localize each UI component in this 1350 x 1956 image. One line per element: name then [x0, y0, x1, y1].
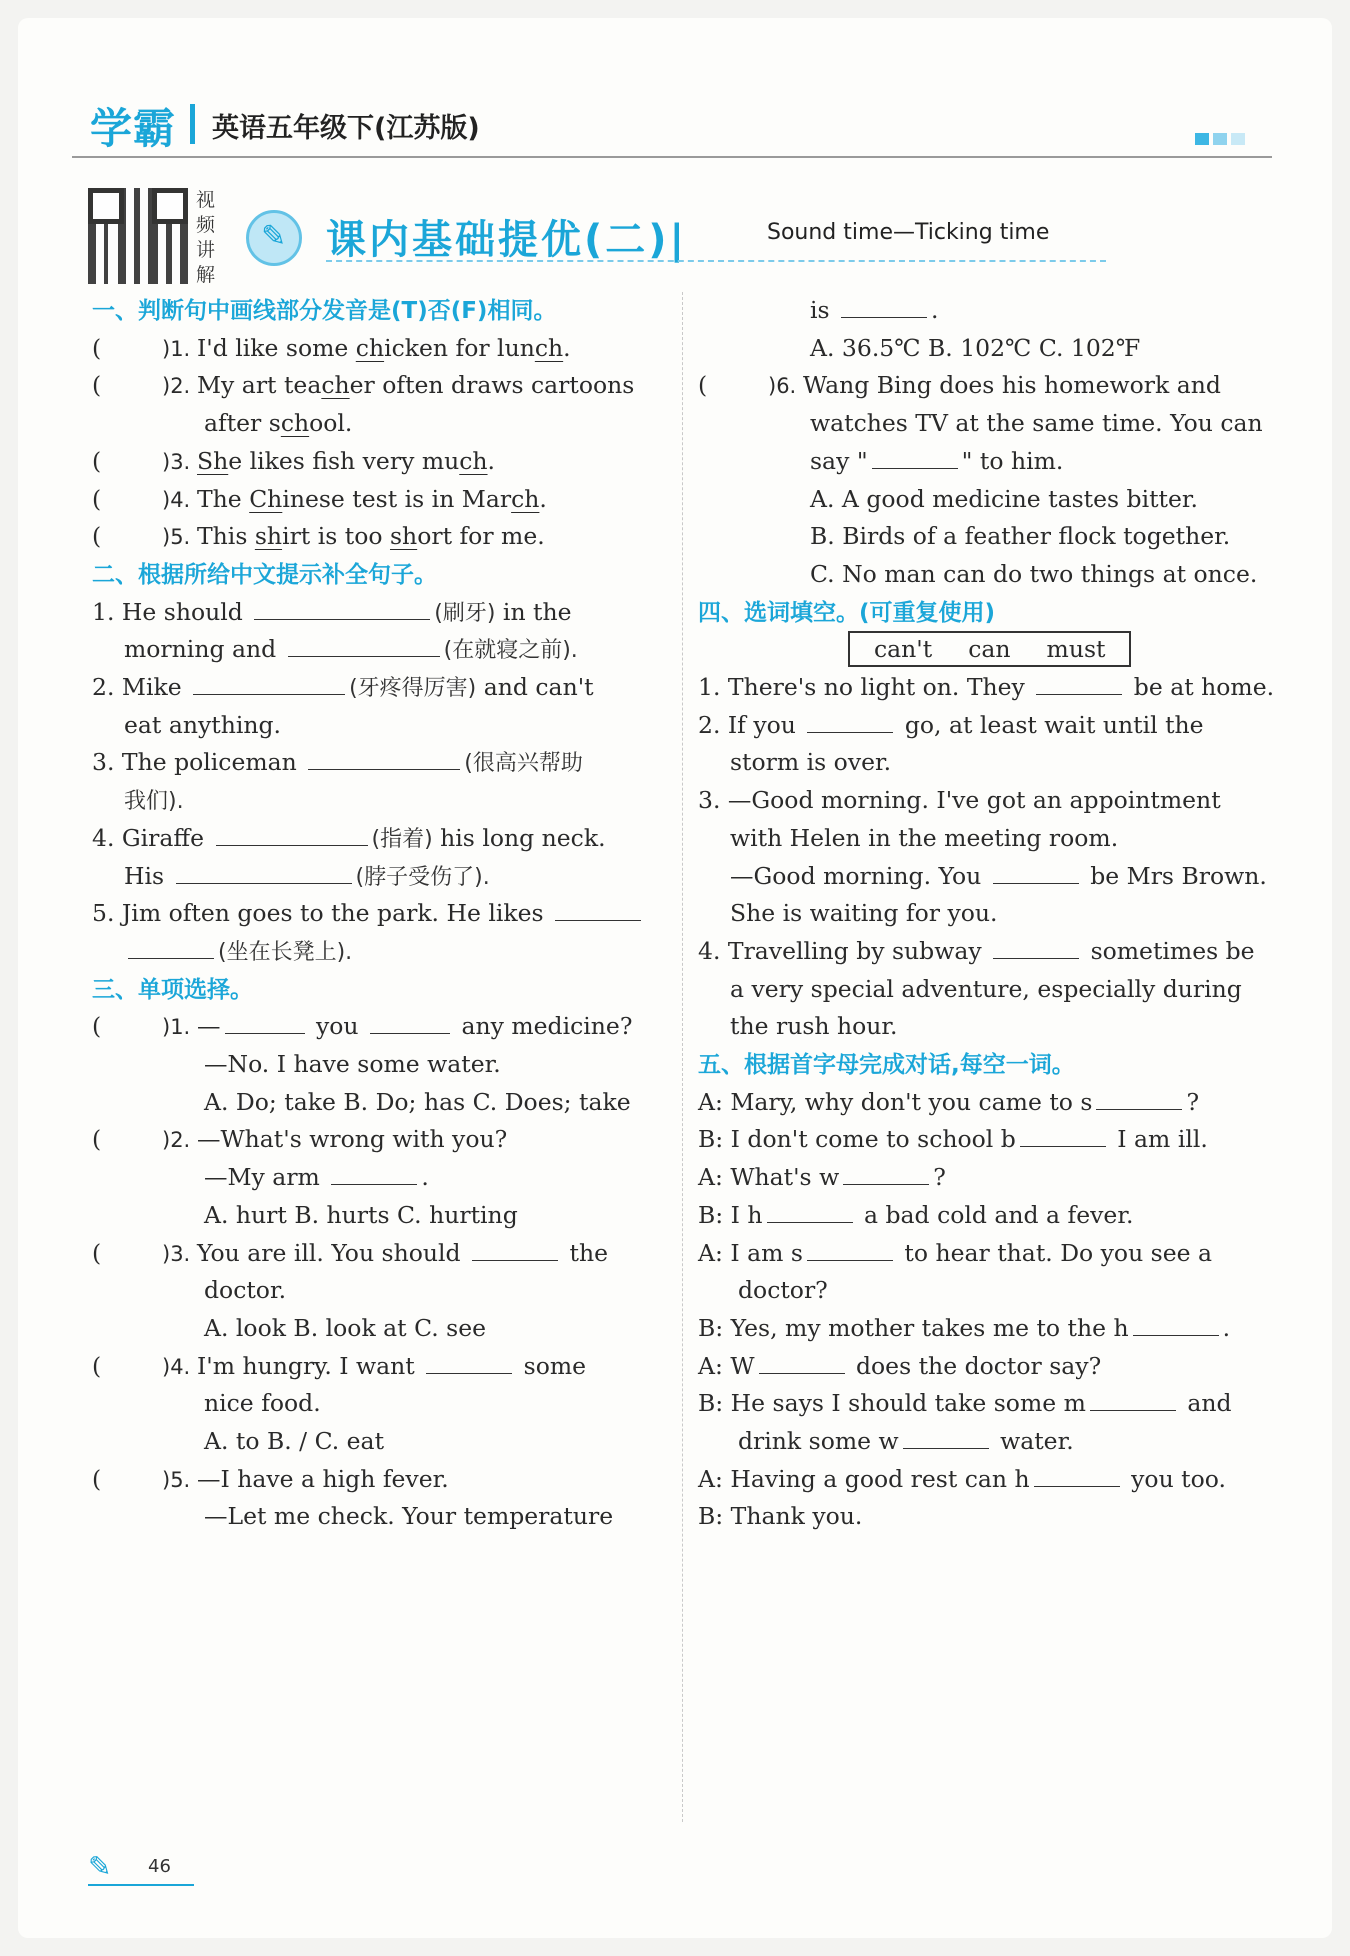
answer-blank[interactable] — [872, 442, 958, 469]
pencil-icon — [246, 210, 302, 266]
question-row — [92, 1233, 608, 1273]
text-segment: ? — [933, 1163, 946, 1192]
answer-blank[interactable] — [1133, 1309, 1219, 1336]
question-continuation — [92, 1082, 631, 1122]
question-number: )3. — [162, 449, 191, 474]
text-segment: with Helen in the meeting room. — [730, 823, 1119, 852]
answer-blank[interactable] — [288, 630, 440, 657]
text-segment: is — [810, 296, 838, 324]
text-segment: be at home. — [1126, 673, 1275, 701]
answer-blank[interactable] — [759, 1347, 845, 1374]
answer-blank[interactable] — [331, 1158, 417, 1185]
question-number: )5. — [162, 1467, 191, 1492]
answer-bracket[interactable]: ( — [92, 484, 102, 513]
text-segment: icken for lun — [384, 333, 535, 362]
text-segment: a bad cold and a fever. — [856, 1200, 1134, 1229]
answer-bracket[interactable]: ( — [92, 1464, 102, 1493]
question-row — [92, 479, 547, 519]
text-segment: A: W — [698, 1351, 755, 1380]
text-segment: go, at least wait until the — [897, 710, 1204, 739]
text-segment: B: Thank you. — [698, 1502, 863, 1531]
chinese-hint: (牙疼得厉害) — [349, 676, 477, 701]
question-continuation — [92, 1421, 384, 1461]
item-continuation — [92, 931, 352, 971]
text-segment: e likes fish very mu — [228, 446, 460, 475]
question-row — [92, 1459, 449, 1499]
question-row — [92, 441, 495, 481]
underlined-letters: Ch — [249, 484, 283, 513]
item-continuation — [698, 969, 1242, 1009]
question-number: )5. — [162, 525, 191, 550]
page-header — [72, 92, 1272, 158]
text-segment: . — [539, 484, 547, 513]
underlined-letters: ch — [534, 333, 564, 362]
dialogue-line — [698, 1157, 946, 1197]
text-segment: in the — [495, 597, 572, 626]
text-segment: — — [197, 1012, 221, 1041]
item-continuation — [698, 893, 998, 933]
dialogue-continuation — [698, 1421, 1074, 1461]
text-segment: any medicine? — [454, 1012, 633, 1041]
answer-bracket[interactable]: ( — [92, 371, 102, 400]
question-continuation — [698, 479, 1198, 519]
text-segment: 1. There's no light on. They — [698, 673, 1033, 701]
section-heading — [92, 969, 253, 1009]
text-segment: A. hurt B. hurts C. hurting — [204, 1200, 518, 1229]
text-segment: irt is too — [282, 522, 390, 551]
answer-blank[interactable] — [1020, 1120, 1106, 1147]
question-row — [92, 365, 634, 405]
answer-blank[interactable] — [216, 819, 368, 846]
answer-blank[interactable] — [254, 593, 430, 620]
page-number: 46 — [148, 1856, 171, 1877]
dialogue-line — [698, 1383, 1232, 1423]
question-continuation — [698, 328, 1140, 368]
dialogue-line — [698, 1308, 1230, 1348]
question-continuation — [698, 290, 939, 330]
section-heading-text: 四、选词填空。 — [698, 599, 859, 626]
underlined-letters: Sh — [197, 446, 229, 475]
item-continuation — [698, 856, 1267, 896]
question-number: )3. — [162, 1241, 191, 1266]
answer-bracket[interactable]: ( — [92, 333, 102, 362]
text-segment: Wang Bing does his homework and — [803, 371, 1221, 400]
text-segment: nice food. — [204, 1389, 321, 1418]
question-continuation — [92, 1496, 613, 1536]
text-segment: A. A good medicine tastes bitter. — [810, 484, 1199, 513]
pencil-icon: ✎ — [88, 1850, 112, 1883]
underlined-letters: ch — [459, 446, 488, 475]
section-heading — [698, 1044, 1075, 1084]
text-segment: . — [1222, 1313, 1231, 1342]
question-continuation — [92, 1195, 518, 1235]
answer-blank[interactable] — [370, 1007, 450, 1034]
question-number: )2. — [162, 374, 191, 399]
question-row — [92, 1346, 586, 1386]
answer-bracket[interactable]: ( — [92, 1351, 102, 1380]
question-number: )4. — [162, 487, 191, 512]
text-segment: I am ill. — [1109, 1125, 1208, 1154]
item-continuation — [698, 818, 1118, 858]
text-segment: . — [931, 296, 939, 324]
answer-blank[interactable] — [308, 743, 460, 770]
section-heading-text: 三、单项选择。 — [92, 976, 253, 1003]
text-segment: —I have a high fever. — [197, 1464, 449, 1493]
header-decoration-dots — [1195, 130, 1249, 149]
text-segment: B: I h — [698, 1200, 763, 1229]
question-continuation — [92, 1157, 429, 1197]
answer-blank[interactable] — [1036, 668, 1122, 695]
question-continuation — [698, 516, 1230, 556]
section-heading-text: 五、根据首字母完成对话,每空一词。 — [698, 1052, 1075, 1078]
question-number: )1. — [162, 336, 191, 361]
exercise-item — [698, 667, 1274, 707]
answer-blank[interactable] — [1034, 1460, 1120, 1487]
underlined-letters: sh — [254, 522, 283, 551]
word-option: can — [968, 635, 1011, 664]
title-dashed-rule — [326, 260, 1106, 262]
text-segment: C. No man can do two things at once. — [810, 559, 1258, 588]
answer-bracket[interactable]: ( — [92, 1012, 102, 1041]
text-segment: B. Birds of a feather flock together. — [810, 522, 1231, 551]
book-title: 英语五年级下(江苏版) — [212, 113, 480, 144]
text-segment: 3. The policeman — [92, 748, 305, 777]
text-segment: say " — [810, 446, 868, 475]
dialogue-line — [698, 1233, 1212, 1273]
word-bank — [848, 629, 1131, 669]
text-segment: a very special adventure, especially during — [730, 974, 1242, 1003]
text-segment: and — [1179, 1389, 1232, 1418]
answer-blank[interactable] — [472, 1234, 558, 1261]
question-continuation — [92, 1044, 501, 1084]
answer-blank[interactable] — [767, 1196, 853, 1223]
question-continuation — [92, 1308, 486, 1348]
answer-blank[interactable] — [1096, 1083, 1182, 1110]
text-segment: A: What's w — [698, 1163, 840, 1192]
answer-blank[interactable] — [225, 1007, 305, 1034]
logo-divider — [190, 104, 195, 144]
text-segment: A. look B. look at C. see — [204, 1313, 487, 1342]
text-segment: eat anything. — [124, 710, 281, 739]
text-segment: I'm hungry. I want — [197, 1351, 423, 1380]
underlined-letters: ch — [511, 484, 540, 513]
answer-blank[interactable] — [1090, 1384, 1176, 1411]
text-segment: doctor? — [738, 1276, 828, 1305]
question-row — [92, 328, 571, 368]
chinese-hint: (很高兴帮助 — [464, 751, 583, 777]
column-divider — [682, 292, 683, 1822]
dialogue-line — [698, 1119, 1208, 1159]
text-segment: A. to B. / C. eat — [204, 1427, 385, 1455]
text-segment: —Let me check. Your temperature — [204, 1502, 614, 1531]
question-continuation — [698, 441, 1063, 481]
text-segment: watches TV at the same time. You can — [810, 409, 1263, 438]
answer-blank[interactable] — [903, 1422, 989, 1449]
section-heading — [92, 290, 556, 330]
underlined-letters: sh — [389, 522, 418, 551]
question-continuation — [92, 1383, 321, 1423]
footer-rule — [88, 1884, 194, 1886]
answer-bracket[interactable]: ( — [92, 1125, 102, 1154]
text-segment: I'd like some — [197, 333, 356, 362]
chinese-hint: (脖子受伤了). — [355, 864, 490, 890]
qr-code[interactable] — [88, 188, 188, 284]
text-segment: and can't — [476, 673, 594, 701]
item-continuation — [698, 1006, 898, 1046]
text-segment: —No. I have some water. — [204, 1050, 501, 1078]
answer-bracket[interactable]: ( — [92, 522, 102, 551]
text-segment: " to him. — [961, 446, 1064, 475]
text-segment: This — [197, 522, 255, 551]
text-segment: 2. If you — [698, 710, 804, 739]
question-continuation — [92, 1270, 286, 1310]
text-segment: B: He says I should take some m — [698, 1389, 1086, 1418]
section-heading — [92, 554, 437, 594]
answer-blank[interactable] — [843, 1158, 929, 1185]
text-segment: 2. Mike — [92, 673, 190, 701]
text-segment: the rush hour. — [730, 1012, 898, 1041]
exercise-item — [92, 592, 572, 632]
text-segment: B: I don't come to school b — [698, 1125, 1016, 1154]
section-heading — [698, 592, 995, 632]
question-continuation — [698, 403, 1263, 443]
dialogue-line — [698, 1496, 862, 1536]
answer-blank[interactable] — [176, 857, 352, 884]
text-segment: My art tea — [197, 371, 322, 400]
dialogue-line — [698, 1195, 1133, 1235]
item-continuation — [92, 705, 281, 745]
qr-label: 视频讲解 — [196, 189, 216, 286]
exercise-item — [92, 818, 606, 858]
text-segment: drink some w — [738, 1427, 899, 1455]
question-number: )2. — [162, 1128, 191, 1153]
underlined-letters: ch — [321, 371, 350, 400]
chinese-hint: (指着) — [371, 826, 433, 852]
text-segment: A. Do; take B. Do; has C. Does; take — [204, 1087, 631, 1116]
answer-blank[interactable] — [426, 1347, 512, 1374]
answer-blank[interactable] — [807, 706, 893, 733]
question-number: )4. — [162, 1354, 191, 1379]
chinese-hint: 我们). — [124, 789, 184, 815]
text-segment: his long neck. — [432, 823, 606, 852]
text-segment: morning and — [124, 635, 284, 664]
answer-bracket[interactable]: ( — [698, 371, 708, 400]
text-segment: —My arm — [204, 1163, 328, 1192]
text-segment: does the doctor say? — [848, 1351, 1102, 1380]
question-row — [92, 1119, 507, 1159]
answer-blank[interactable] — [807, 1234, 893, 1261]
answer-bracket[interactable]: ( — [92, 446, 102, 475]
text-segment: 1. He should — [92, 597, 251, 626]
item-continuation — [92, 856, 490, 896]
text-segment: 3. —Good morning. I've got an appointment — [698, 786, 1221, 815]
text-segment: A: Mary, why don't you came to s — [698, 1087, 1093, 1116]
answer-blank[interactable] — [841, 291, 927, 318]
text-segment: doctor. — [204, 1276, 287, 1305]
dialogue-line — [698, 1459, 1226, 1499]
section-heading-text: 二、根据所给中文提示补全句子。 — [92, 561, 437, 588]
item-continuation — [92, 629, 578, 669]
section-heading-text: 一、判断句中画线部分发音是(T)否(F)相同。 — [92, 298, 557, 324]
item-continuation — [92, 780, 184, 820]
text-segment: The — [197, 484, 250, 513]
question-row — [698, 365, 1221, 405]
text-segment: ort for me. — [417, 522, 545, 551]
question-continuation — [92, 403, 352, 443]
underlined-letters: ch — [355, 333, 385, 362]
text-segment: you — [308, 1012, 366, 1041]
text-segment: . — [487, 446, 496, 475]
text-segment: be Mrs Brown. — [1082, 861, 1267, 890]
lesson-title: 课内基础提优(二)| — [326, 217, 688, 263]
text-segment: His — [124, 861, 172, 890]
text-segment: A: Having a good rest can h — [698, 1464, 1030, 1493]
answer-blank[interactable] — [193, 668, 345, 695]
dialogue-line — [698, 1082, 1199, 1122]
word-bank-box — [848, 631, 1131, 667]
chinese-hint: (坐在长凳上). — [218, 939, 353, 965]
text-segment: 4. Giraffe — [92, 823, 212, 852]
text-segment: inese test is in Mar — [282, 484, 512, 513]
text-segment: —Good morning. You — [730, 861, 989, 890]
text-segment: after s — [204, 409, 281, 438]
text-segment: You are ill. You should — [197, 1238, 469, 1267]
dialogue-continuation — [698, 1270, 828, 1310]
text-segment: 4. Travelling by subway — [698, 936, 990, 965]
underlined-letters: ch — [280, 409, 310, 438]
word-option: must — [1046, 635, 1106, 664]
text-segment: She is waiting for you. — [730, 899, 998, 928]
section-note: (可重复使用) — [859, 599, 996, 626]
question-continuation — [698, 554, 1257, 594]
text-segment: to hear that. Do you see a — [896, 1238, 1213, 1267]
text-segment: . — [421, 1163, 429, 1192]
text-segment: . — [563, 333, 571, 362]
text-segment: sometimes be — [1083, 936, 1255, 965]
exercise-item — [698, 705, 1204, 745]
word-option: can't — [874, 635, 933, 664]
text-segment: er often draws cartoons — [349, 371, 635, 400]
question-row — [92, 516, 545, 556]
chinese-hint: (刷牙) — [434, 600, 496, 626]
exercise-item — [698, 931, 1255, 971]
answer-blank[interactable] — [993, 857, 1079, 884]
answer-blank[interactable] — [993, 932, 1079, 959]
text-segment: you too. — [1123, 1464, 1226, 1493]
text-segment: 5. Jim often goes to the park. He likes — [92, 899, 552, 928]
answer-blank[interactable] — [128, 932, 214, 959]
answer-blank[interactable] — [555, 894, 641, 921]
dialogue-line — [698, 1346, 1101, 1386]
text-segment: some — [516, 1351, 587, 1380]
text-segment: B: Yes, my mother takes me to the h — [698, 1313, 1129, 1342]
text-segment: ool. — [309, 409, 353, 438]
header-rule — [72, 156, 1272, 158]
chinese-hint: (在就寝之前). — [443, 638, 578, 664]
question-row — [92, 1006, 632, 1046]
text-segment: —What's wrong with you? — [197, 1125, 508, 1154]
text-segment: ? — [1186, 1087, 1200, 1116]
exercise-item — [92, 742, 583, 782]
text-segment: water. — [992, 1427, 1074, 1455]
text-segment: the — [562, 1238, 609, 1267]
exercise-item — [92, 667, 594, 707]
text-segment: storm is over. — [730, 748, 892, 777]
question-number: )1. — [162, 1015, 191, 1040]
lesson-subtitle: Sound time—Ticking time — [767, 220, 1050, 245]
exercise-item — [92, 893, 645, 933]
item-continuation — [698, 742, 891, 782]
text-segment: A: I am s — [698, 1238, 803, 1267]
exercise-item — [698, 780, 1221, 820]
answer-bracket[interactable]: ( — [92, 1238, 102, 1267]
brand-logo: 学霸 — [90, 104, 177, 153]
text-segment: A. 36.5℃ B. 102℃ C. 102℉ — [810, 333, 1141, 362]
question-number: )6. — [768, 374, 797, 399]
